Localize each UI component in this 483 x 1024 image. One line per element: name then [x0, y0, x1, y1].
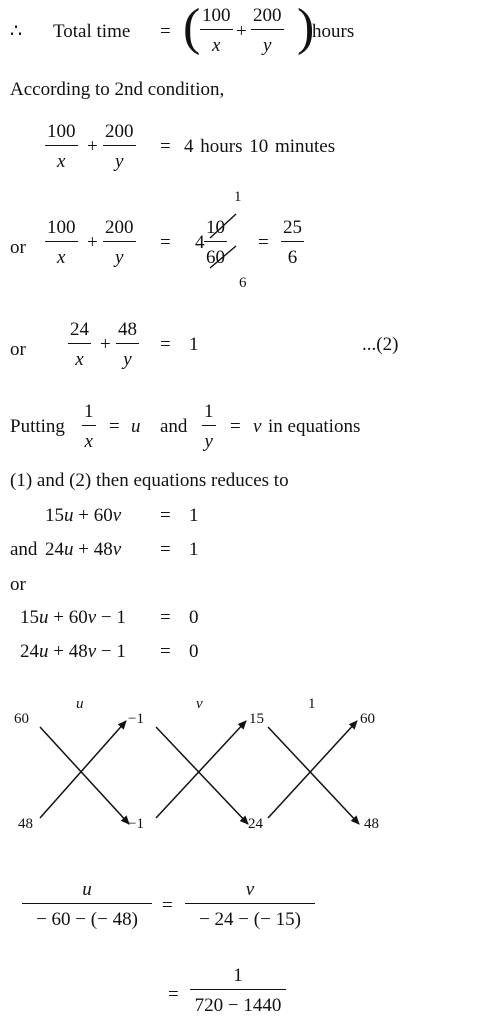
tail-text: in equations: [268, 416, 361, 437]
op: +: [78, 505, 89, 526]
const: 1: [116, 607, 126, 628]
equals-sign: =: [160, 136, 171, 157]
coef: 15: [45, 505, 64, 526]
reduces-text: (1) and (2) then equations reduces to: [10, 470, 289, 491]
therefore-symbol: ∴: [10, 21, 23, 42]
numerator: u: [82, 879, 92, 900]
hours-unit: hours: [312, 21, 355, 42]
total-time-label: Total time: [53, 21, 131, 42]
cross-head-v: v: [196, 696, 203, 712]
var: v: [87, 641, 97, 662]
denominator: y: [115, 247, 124, 268]
op: +: [53, 607, 64, 628]
numerator: 100: [47, 121, 76, 142]
rhs-value: 1: [189, 505, 199, 526]
plus-sign: +: [87, 136, 98, 157]
cross-head-1: 1: [308, 696, 316, 712]
numerator: 200: [105, 121, 134, 142]
plus-sign: +: [236, 21, 247, 42]
cross-tl: 60: [14, 711, 29, 727]
numerator: 200: [105, 217, 134, 238]
coef: 60: [93, 505, 113, 526]
denominator: y: [204, 431, 213, 452]
denominator: − 24 − (− 15): [199, 909, 301, 930]
coef: 24: [45, 539, 64, 560]
cross-t1: −1: [128, 711, 144, 727]
coef: 60: [68, 607, 88, 628]
denominator: − 60 − (− 48): [36, 909, 138, 930]
op: −: [100, 641, 112, 662]
denominator: x: [57, 151, 66, 172]
and-word: and: [10, 539, 38, 560]
cross-b1: −1: [128, 816, 144, 832]
denominator: y: [123, 349, 132, 370]
numerator: 1: [84, 401, 94, 422]
or-word: or: [10, 237, 26, 258]
denominator: y: [115, 151, 124, 172]
and-word: and: [160, 416, 188, 437]
or-word: or: [10, 574, 26, 595]
denominator: x: [84, 431, 93, 452]
const: 1: [116, 641, 126, 662]
numerator: 48: [118, 319, 137, 340]
mixed-whole: 4: [195, 232, 205, 253]
var-v: v: [253, 416, 262, 437]
denominator: 6: [287, 247, 298, 268]
putting-word: Putting: [10, 416, 65, 437]
equals-sign: =: [162, 895, 173, 916]
cross-b2: 24: [248, 816, 263, 832]
equals-sign: =: [230, 416, 241, 437]
numerator: 100: [47, 217, 76, 238]
equals-sign: =: [160, 607, 171, 628]
var: u: [39, 641, 49, 662]
coef: 48: [93, 539, 113, 560]
rhs-value: 0: [189, 607, 199, 628]
numerator: 200: [253, 5, 282, 26]
left-paren: (: [183, 0, 201, 56]
op: +: [78, 539, 89, 560]
var: v: [87, 607, 97, 628]
var: v: [112, 505, 122, 526]
denominator: 60: [206, 247, 225, 268]
var: u: [64, 505, 74, 526]
denominator: 720 − 1440: [194, 995, 282, 1016]
cancel-top: 1: [234, 189, 242, 205]
or-word: or: [10, 339, 26, 360]
plus-sign: +: [87, 232, 98, 253]
rhs-value: 1: [189, 334, 199, 355]
var: u: [64, 539, 74, 560]
equation-tag: ...(2): [362, 334, 399, 355]
cross-head-u: u: [76, 696, 84, 712]
numerator: 24: [70, 319, 89, 340]
coef: 48: [68, 641, 88, 662]
equals-sign: =: [160, 21, 171, 42]
coef: 24: [20, 641, 39, 662]
equals-sign: =: [109, 416, 120, 437]
rhs-value: 1: [189, 539, 199, 560]
denominator: y: [263, 35, 272, 56]
var: v: [112, 539, 122, 560]
numerator: 25: [283, 217, 302, 238]
cancel-bottom: 6: [239, 275, 247, 291]
equals-sign: =: [160, 232, 171, 253]
cancel-slash-top: [210, 214, 236, 238]
denominator: x: [212, 35, 221, 56]
rhs-value: 0: [189, 641, 199, 662]
cross-t2: 15: [249, 711, 264, 727]
condition-text: According to 2nd condition,: [10, 79, 225, 100]
denominator: x: [57, 247, 66, 268]
var: u: [39, 607, 49, 628]
equals-sign: =: [160, 539, 171, 560]
equals-sign: =: [168, 984, 179, 1005]
numerator: 1: [233, 965, 243, 986]
equals-sign: =: [160, 334, 171, 355]
equals-sign: =: [160, 505, 171, 526]
equals-sign: =: [160, 641, 171, 662]
cross-bl: 48: [18, 816, 33, 832]
var-u: u: [131, 416, 141, 437]
op: −: [100, 607, 112, 628]
numerator: 10: [206, 217, 225, 238]
coef: 15: [20, 607, 39, 628]
equals-sign: =: [258, 232, 269, 253]
right-paren: ): [297, 0, 315, 56]
cross-t3: 60: [360, 711, 375, 727]
op: +: [53, 641, 64, 662]
rhs-value: 4 hours 10 minutes: [184, 136, 336, 157]
denominator: x: [75, 349, 84, 370]
numerator: 100: [202, 5, 231, 26]
plus-sign: +: [100, 334, 111, 355]
cancel-slash-bottom: [210, 246, 236, 268]
cross-b3: 48: [364, 816, 379, 832]
numerator: 1: [204, 401, 214, 422]
numerator: v: [245, 879, 255, 900]
